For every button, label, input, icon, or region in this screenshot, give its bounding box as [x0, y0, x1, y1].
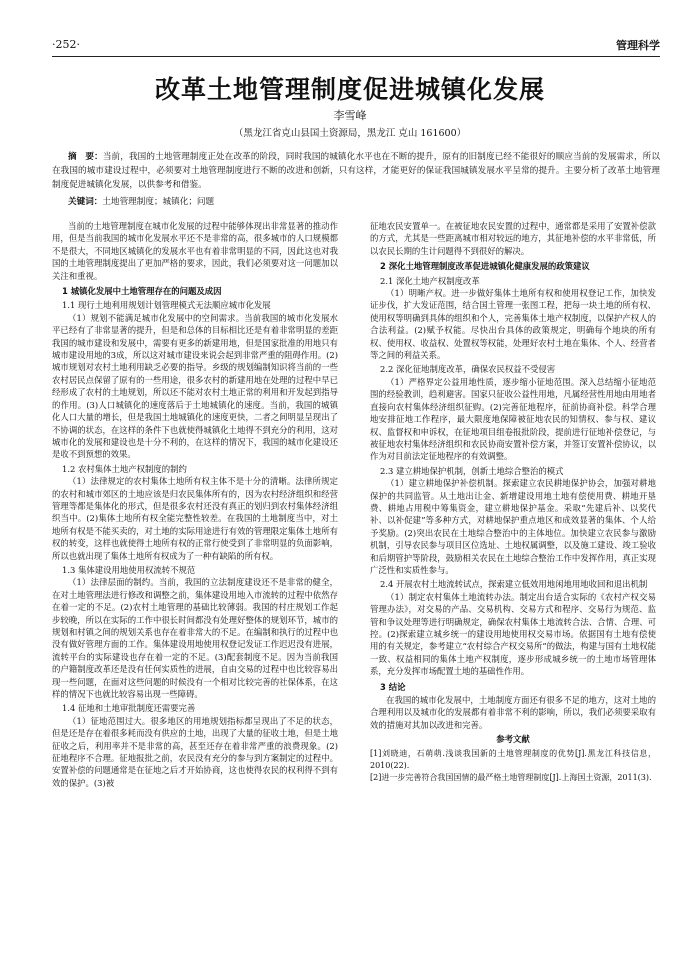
section-heading: 2 深化土地管理制度改革促进城镇化健康发展的政策建议 — [380, 261, 590, 272]
body-paragraph: 征地农民安置单一。在被征地农民安置的过程中，通常都是采用了安置补偿款的方式，尤其是一些距离城市相对较远的地方，其征地补偿的水平非常低，所以农民长期的生计问题得不到很好的解决。 — [370, 221, 656, 256]
subsection-heading: 2.1 深化土地产权制度改革 — [380, 275, 480, 286]
article-title: 改革土地管理制度促进城镇化发展 — [154, 75, 545, 104]
page-number: ·252· — [52, 38, 80, 51]
body-paragraph: （1）明晰产权。进一步做好集体土地所有权和使用权登记工作，加快发证步伐，扩大发证范围，结合国土管理一张图工程，把每一块土地的所有权、使用权等明确到具体的组织和个人，完善集体土地产权制度，以保护产权人的合法利益。(2)赋予权能。尽快出台具体的政策规定，明确每个地块的所有权、使用权、收益权、处置权等权能，处理好农村土地在集体、个人、经营者等之间的利益关系。 — [370, 288, 656, 361]
body-paragraph: （1）法律规定的农村集体土地所有权主体不是十分的清晰。法律所规定的农村和城市郊区的土地应该是归农民集体所有的，因为农村经济组织和经营管理等都是集体化的形式，但是很多农村还没有真正的划归到农村集体经济组织当中。(2)集体土地所有权全能完整性较差。在我国的土地制度当中，对土地所有权是不能买卖的，对土地的实际用途进行有效的管理限定集体土地所有权的转变，这样也就使得土地所有权的正常行使受到了非常明显的负面影响，所以也就出现了集体土地所有权成为了一种有缺陷的所有权。 — [52, 476, 338, 561]
journal-name: 管理科学 — [616, 39, 660, 52]
body-paragraph: （1）法律层面的制约。当前，我国的立法制度建设还不是非常的健全，在对土地管理法进行修改和调整之前，集体建设用地入市流转的过程中依然存在着一定的不足。(2)农村土地管理的基础比较薄弱。我国的村庄规划工作起步较晚，所以在实际的工作中很长时间都没有处理好整体的规划环节，城市的规划和村镇之间的规划关系也存在着非常大的不足。在编制和执行的过程中也没有做好管理方面的工作。集体建设用地使用权登记发证工作迟迟没有进展，流转平台的实际建设也存在着一定的不足。(3)配套制度不足。因为当前我国的户籍制度改革还是没有任何实质性的进展，自由交易的过程中也比较容易出现一些问题，在面对这些问题的时候没有一个相对比较完善的社保体系，在这样的情况下也就比较容易出现一些障碍。 — [52, 577, 338, 700]
body-paragraph: （1）建立耕地保护补偿机制。探索建立农民耕地保护协会，加强对耕地保护的共同监管。从土地出让金、新增建设用地土地有偿使用费、耕地开垦费、耕地占用税中筹集资金，建立耕地保护基金。采取“先建后补、以奖代补、以补促建”等多种方式，对耕地保护重点地区和成效显著的集体、个人给予奖励。(2)突出农民在土地综合整治中的主体地位。加快建立农民参与激励机制，引导农民参与项目区位选址、土地权属调整，以及施工建设、竣工验收和后期管护等阶段，鼓励相关农民在土地综合整治工作中发挥作用，真正实现广泛性和实质性参与。 — [370, 478, 656, 575]
body-paragraph: （1）制定农村集体土地流转办法。制定出台适合实际的《农村产权交易管理办法》，对交易的产品、交易机构、交易方式和程序、交易行为规范、监管和争议处理等进行明确规定，确保农村集体土地流转合法、合情、合理、可控。(2)探索建立城乡统一的建设用地使用权交易市场。依据国有土地有偿使用的有关规定，参考建立“农村综合产权交易所”的做法，构建与国有土地权能一致、权益相同的集体土地产权制度，逐步形成城乡统一的土地市场管理体系，充分发挥市场配置土地的基础性作用。 — [370, 591, 656, 677]
section-heading: 3 结论 — [380, 681, 406, 692]
keywords-label: 关键词： — [68, 197, 103, 207]
subsection-heading: 1.1 现行土地利用规划计划管理模式无法顺应城市化发展 — [62, 300, 271, 311]
abstract-text: 当前，我国的土地管理制度正处在改革的阶段，同时我国的城镇化水平也在不断的提升，原有的旧制度已经不能很好的顺应当前的发展需求，所以在我国的城市建设过程中，必须要对土地管理制度进行不断的改进和创新，只有这样，才能更好的保证我国城镇发展水平呈常的提升。主要分析了改革土地管理制度促进城镇化发展，以供参考和借鉴。 — [52, 152, 660, 190]
abstract — [52, 150, 660, 192]
section-heading: 1 城镇化发展中土地管理存在的问题及成因 — [62, 286, 222, 297]
keywords-text: 土地管理制度；城镇化；问题 — [102, 197, 215, 207]
running-header — [52, 36, 660, 57]
body-paragraph: （1）征地范围过大。很多地区的用地规划指标都呈现出了不足的状态，但是还是存在着很多耗而没有供应的土地，出现了大量的征收土地，但是土地征收之后，利用率并不是非常的高，甚至还存在着非常严重的浪费现象。(2)征地程序不合理。征地报批之前，农民没有充分的参与到方案制定的过程中。安置补偿的问题通常是在征地之后才开始协商，这也使得农民的权利得不到有效的保护。(3)被 — [52, 715, 338, 788]
left-column — [52, 220, 338, 960]
subsection-heading: 1.2 农村集体土地产权制度的制约 — [62, 463, 187, 474]
body-paragraph: （1）严格界定公益用地性质，逐步缩小征地范围。深入总结缩小征地范围的经验教训，趋利避害。国家只征收公益性用地，凡属经营性用地由用地者直接向农村集体经济组织征购。(2)完善征地程序，征前协商补偿。科学合理地安排征地工作程序，最大限度地保障被征地农民的知情权、参与权、建议权、监督权和申诉权，在征地项目组卷报批阶段，提前进行征地补偿登记，与被征地农村集体经济组织和农民协商安置补偿方案，并签订安置补偿协议，以作为对目前法定征地程序的有效调整。 — [370, 376, 656, 462]
keywords — [68, 195, 660, 209]
subsection-heading: 1.4 征地和土地审批制度还需要完善 — [62, 703, 196, 714]
author-name: 李雪峰 — [333, 109, 367, 122]
subsection-heading: 2.3 建立耕地保护机制，创新土地综合整治的模式 — [380, 465, 564, 476]
body-paragraph: 在我国的城市化发展中，土地制度方面还有很多不足的地方，这对土地的合理利用以及城市化的发展都有着非常不利的影响，所以，我们必须要采取有效的措施对其加以改进和完善。 — [370, 695, 656, 730]
reference-item: [2]进一步完善符合我国国情的最严格土地管理制度[J].上海国土资源，2011(3). — [370, 772, 652, 782]
body-paragraph: （1）规划不能满足城市化发展中的空间需求。当前我国的城市化发展水平已经有了非常显著的提升，但是和总体的目标相比还是有着非常明显的差距我国的城市建设和发展中，需要有更多的新建用地，但是国家批准的用地只有城市建设用地的3成，所以这对城市建设来说会起到非常严重的阻碍作用。(2)城市规划对农村土地利用缺乏必要的指导。乡级的规划编制知识将当前的一些农村居民点保留了原有的一些用途，很多农村的新建用地在处理的过程中早已经形成了农村的土地规划，所以还不能对农村土地正常的利用和开发起到指导的作用。(3)人口城镇化的速度落后于土地城镇化的速度。当前，我国的城镇化人口大量的增长，但是我国土地城镇化的速度更快，二者之间明显呈现出了不协调的状态，在这样的条件下也就使得城镇化土地得不到充分的利用，这对城市化的发展和建设也是十分不利的，在这样的情况下，我国的城市化建设还是收不到预想的效果。 — [52, 312, 338, 460]
reference-item: [1]刘晓迪，石萌萌.浅谈我国新的土地管理制度的优势[J].黑龙江科技信息，2010(22). — [370, 748, 656, 770]
intro-paragraph: 当前的土地管理制度在城市化发展的过程中能够体现出非常显著的推动作用，但是当前我国的城市化发展水平还不是非常的高，很多城市的人口规模都不是很大，不同地区城镇化的发展水平也有着非常明显的不同，因此这也对我国的土地管理制度提出了更加严格的要求，因此，我们必须要对这一问题加以关注和重视。 — [52, 221, 338, 281]
references-heading: 参考文献 — [496, 734, 530, 745]
abstract-label: 摘 要： — [68, 152, 103, 162]
subsection-heading: 2.4 开展农村土地流转试点，探索建立低效用地闲地用地收回和退出机制 — [380, 579, 648, 590]
author-affiliation: （黑龙江省克山县国土资源局，黑龙江 克山 161600） — [233, 128, 467, 139]
subsection-heading: 1.3 集体建设用地使用权流转不规范 — [62, 564, 196, 575]
subsection-heading: 2.2 深化征地制度改革，确保农民权益不受侵害 — [380, 364, 556, 375]
right-column — [370, 220, 656, 960]
